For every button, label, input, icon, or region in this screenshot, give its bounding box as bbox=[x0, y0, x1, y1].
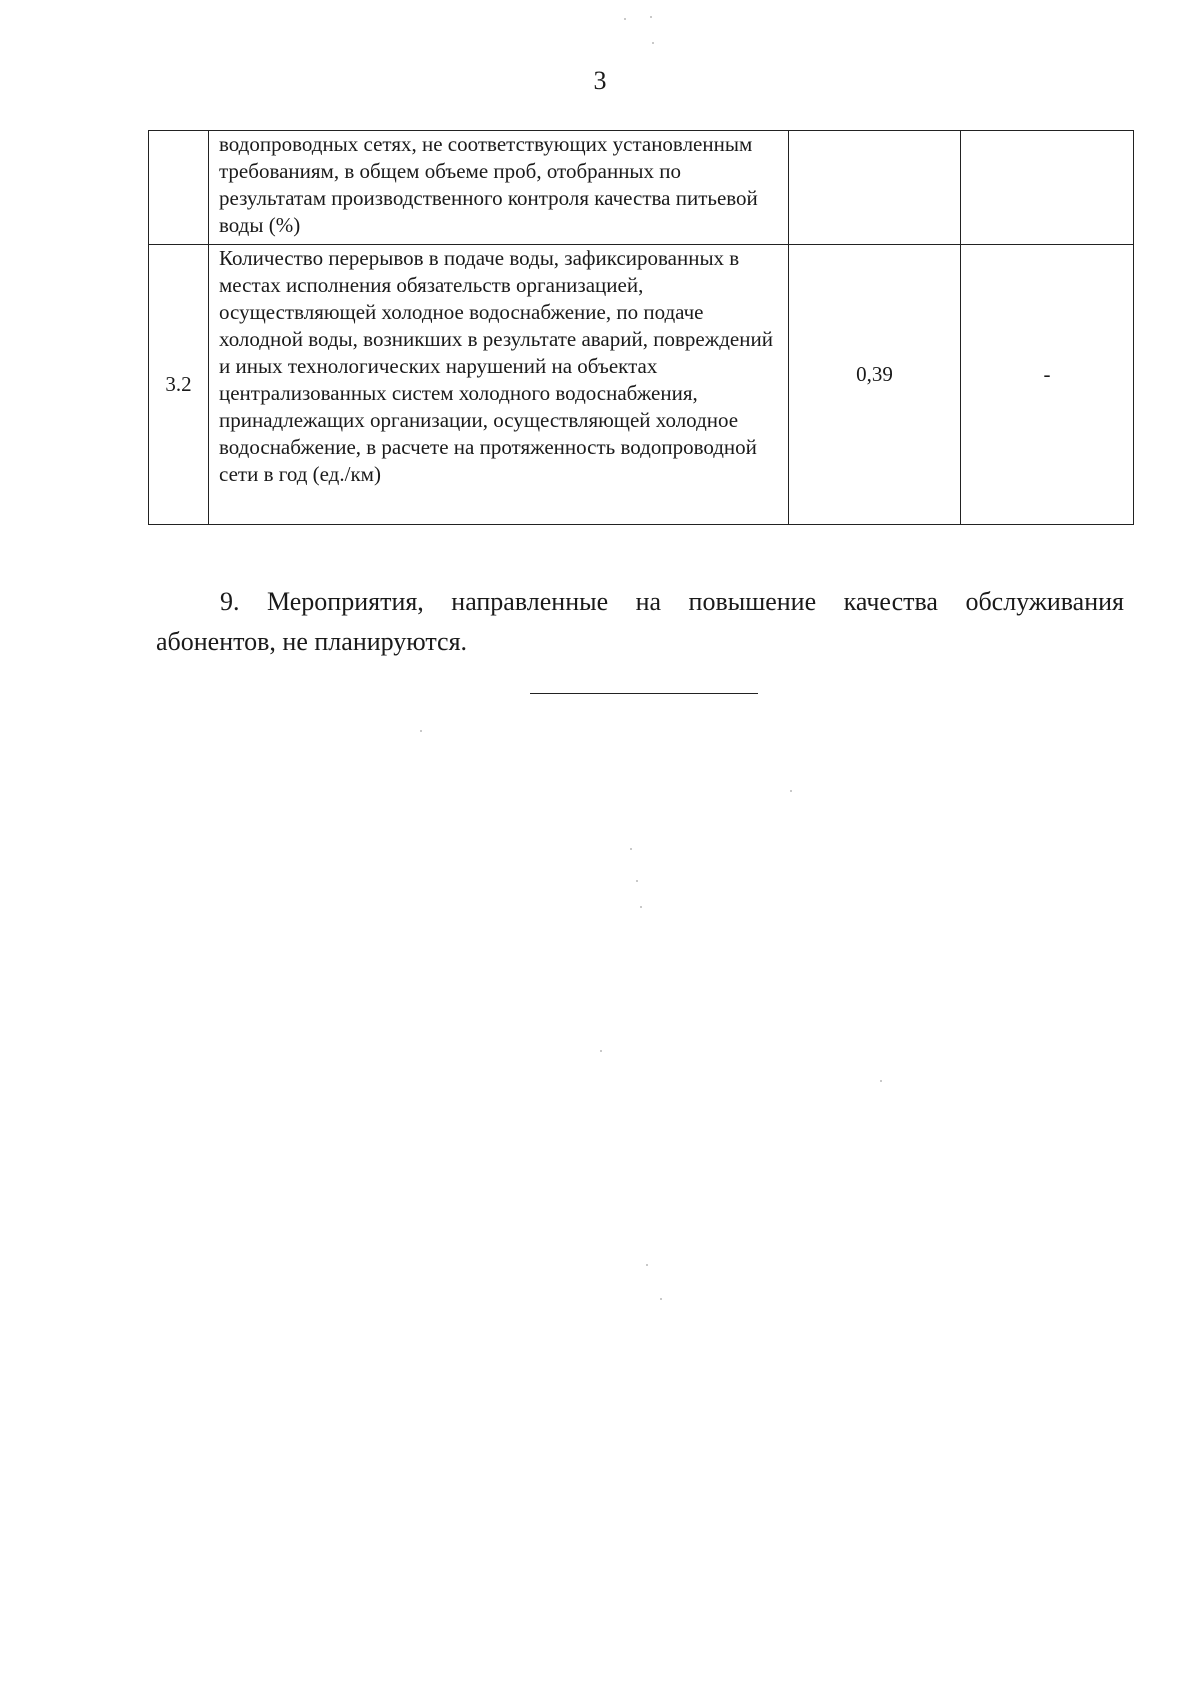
indicators-table bbox=[148, 130, 1134, 525]
table-row bbox=[149, 131, 1134, 245]
row-number-cell: 3.2 bbox=[149, 245, 209, 525]
row-number-cell bbox=[149, 131, 209, 245]
value-text: - bbox=[1043, 362, 1051, 386]
value-cell-2 bbox=[961, 131, 1134, 245]
value-cell-2 bbox=[961, 245, 1134, 525]
body-paragraph: 9. Мероприятия, направленные на повышение качества обслуживания абонентов, не планируются. bbox=[156, 587, 1124, 656]
value-text: 0,39 bbox=[856, 362, 893, 386]
indicator-text-cell: водопроводных сетях, не соответствующих установленным требованиям, в общем объеме проб, отобранных по результатам производственного контроля качества питьевой воды (%) bbox=[209, 131, 789, 245]
value-cell-1 bbox=[789, 245, 961, 525]
page-number: 3 bbox=[593, 66, 607, 95]
indicator-text-cell: Количество перерывов в подаче воды, зафиксированных в местах исполнения обязательств организацией, осуществляющей холодное водоснабжение, по подаче холодной воды, возникших в результате аварий, повреждений и иных технологических нарушений на объектах централизованных систем холодного водоснабжения, принадлежащих организации, осуществляющей холодное водоснабжение, в расчете на протяженность водопроводной сети в год (ед./км) bbox=[209, 245, 789, 525]
end-divider bbox=[530, 693, 758, 694]
value-cell-1 bbox=[789, 131, 961, 245]
table-row bbox=[149, 245, 1134, 525]
